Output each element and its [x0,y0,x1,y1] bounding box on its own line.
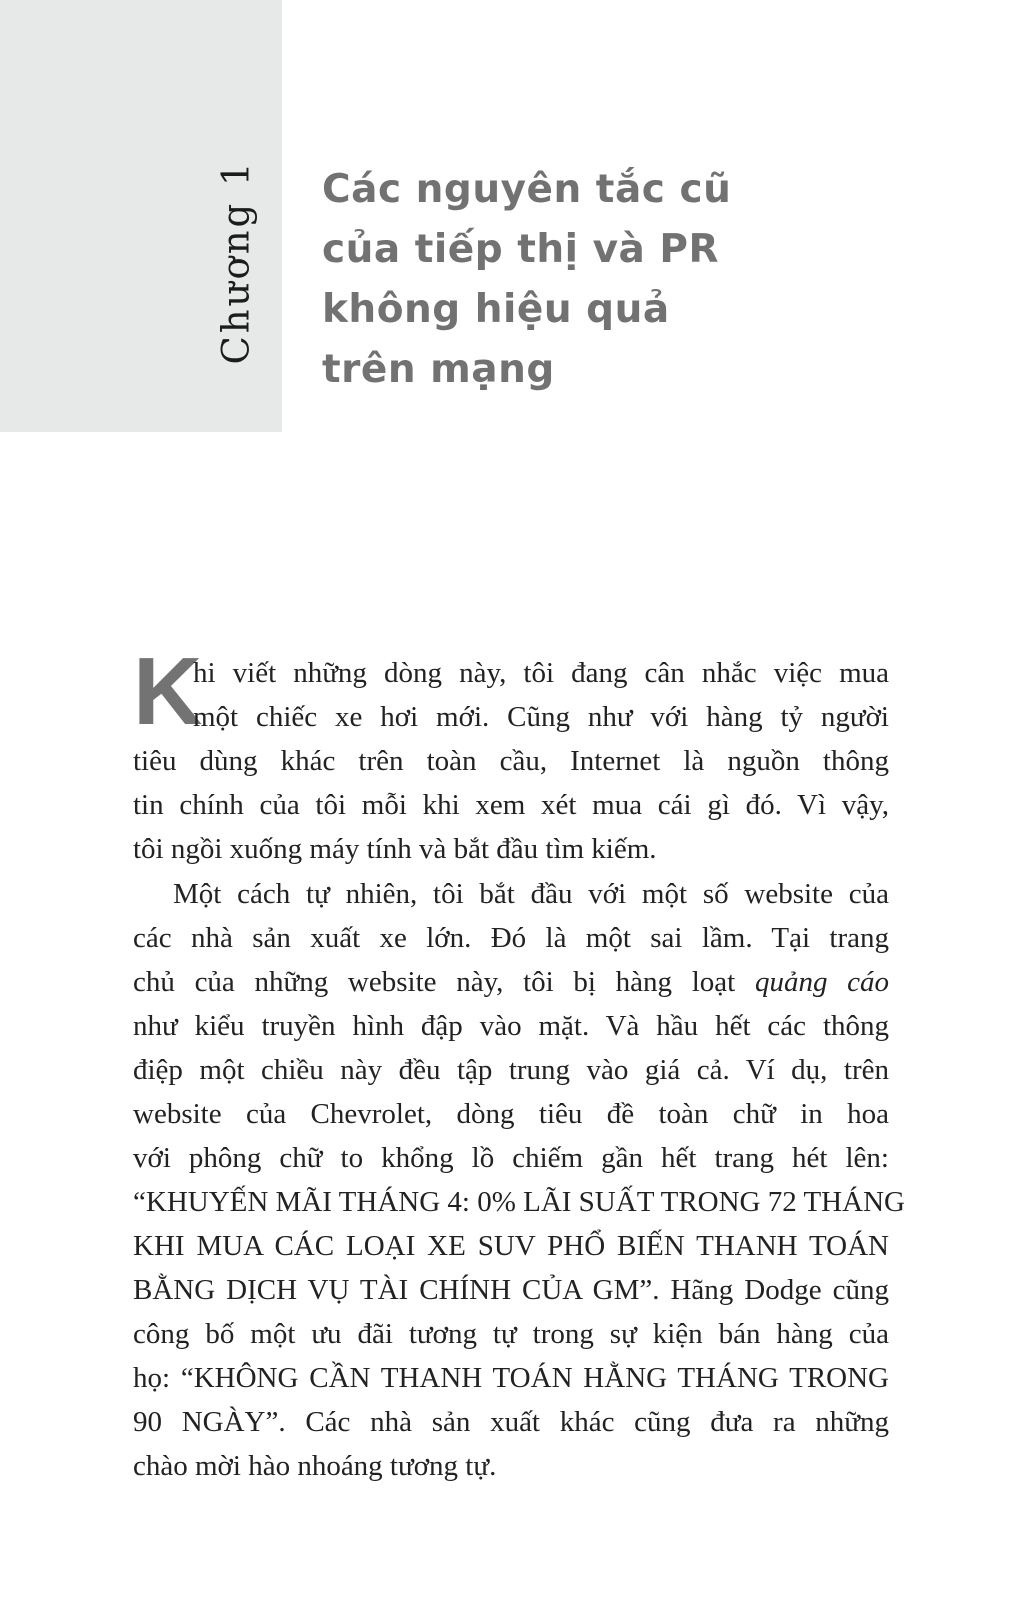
paragraph-1 [133,651,889,871]
chapter-title-line: Các nguyên tắc cũ [322,167,732,212]
paragraph-2 [133,872,905,1488]
body-text [133,651,905,1488]
text-line: họ: “KHÔNG CẦN THANH TOÁN HẰNG THÁNG TRONG [133,1362,889,1394]
chapter-number-label: Chương 1 [214,159,258,365]
text-line: tôi ngồi xuống máy tính và bắt đầu tìm kiếm. [133,833,657,865]
text-line: 90 NGÀY”. Các nhà sản xuất khác cũng đưa ra những [133,1406,889,1438]
text-line: Một cách tự nhiên, tôi bắt đầu với một số website của [173,878,889,910]
text-line: với phông chữ to khổng lồ chiếm gần hết trang hét lên: [133,1142,889,1174]
text-line: các nhà sản xuất xe lớn. Đó là một sai lầm. Tại trang [133,922,889,954]
text-line: như kiểu truyền hình đập vào mặt. Và hầu hết các thông [133,1010,889,1042]
text-line: tin chính của tôi mỗi khi xem xét mua cái gì đó. Vì vậy, [133,789,889,821]
text-line: công bố một ưu đãi tương tự trong sự kiện bán hàng của [133,1318,889,1350]
chapter-title-line: của tiếp thị và PR [322,227,720,272]
text-line: KHI MUA CÁC LOẠI XE SUV PHỔ BIẾN THANH TOÁN [133,1230,889,1262]
text-line: hi viết những dòng này, tôi đang cân nhắc việc mua [193,657,889,689]
text-line: chào mời hào nhoáng tương tự. [133,1450,497,1482]
drop-cap: K [133,638,203,745]
text-line [133,960,889,1004]
italic-emphasis: quảng cáo [754,966,890,998]
text-line: BẰNG DỊCH VỤ TÀI CHÍNH CỦA GM”. Hãng Dodge cũng [133,1274,889,1306]
chapter-title-line: không hiệu quả [322,287,670,332]
text-line: website của Chevrolet, dòng tiêu đề toàn chữ in hoa [133,1098,889,1130]
text-line: tiêu dùng khác trên toàn cầu, Internet là nguồn thông [133,745,889,777]
text-line: “KHUYẾN MÃI THÁNG 4: 0% LÃI SUẤT TRONG 72 THÁNG [133,1186,905,1218]
text-line: điệp một chiều này đều tập trung vào giá cả. Ví dụ, trên [133,1054,889,1086]
chapter-title-line: trên mạng [322,347,555,392]
chapter-title [322,160,842,400]
text-run: chủ của những website này, tôi bị hàng loạt [133,966,736,998]
text-line: một chiếc xe hơi mới. Cũng như với hàng tỷ người [193,701,889,733]
